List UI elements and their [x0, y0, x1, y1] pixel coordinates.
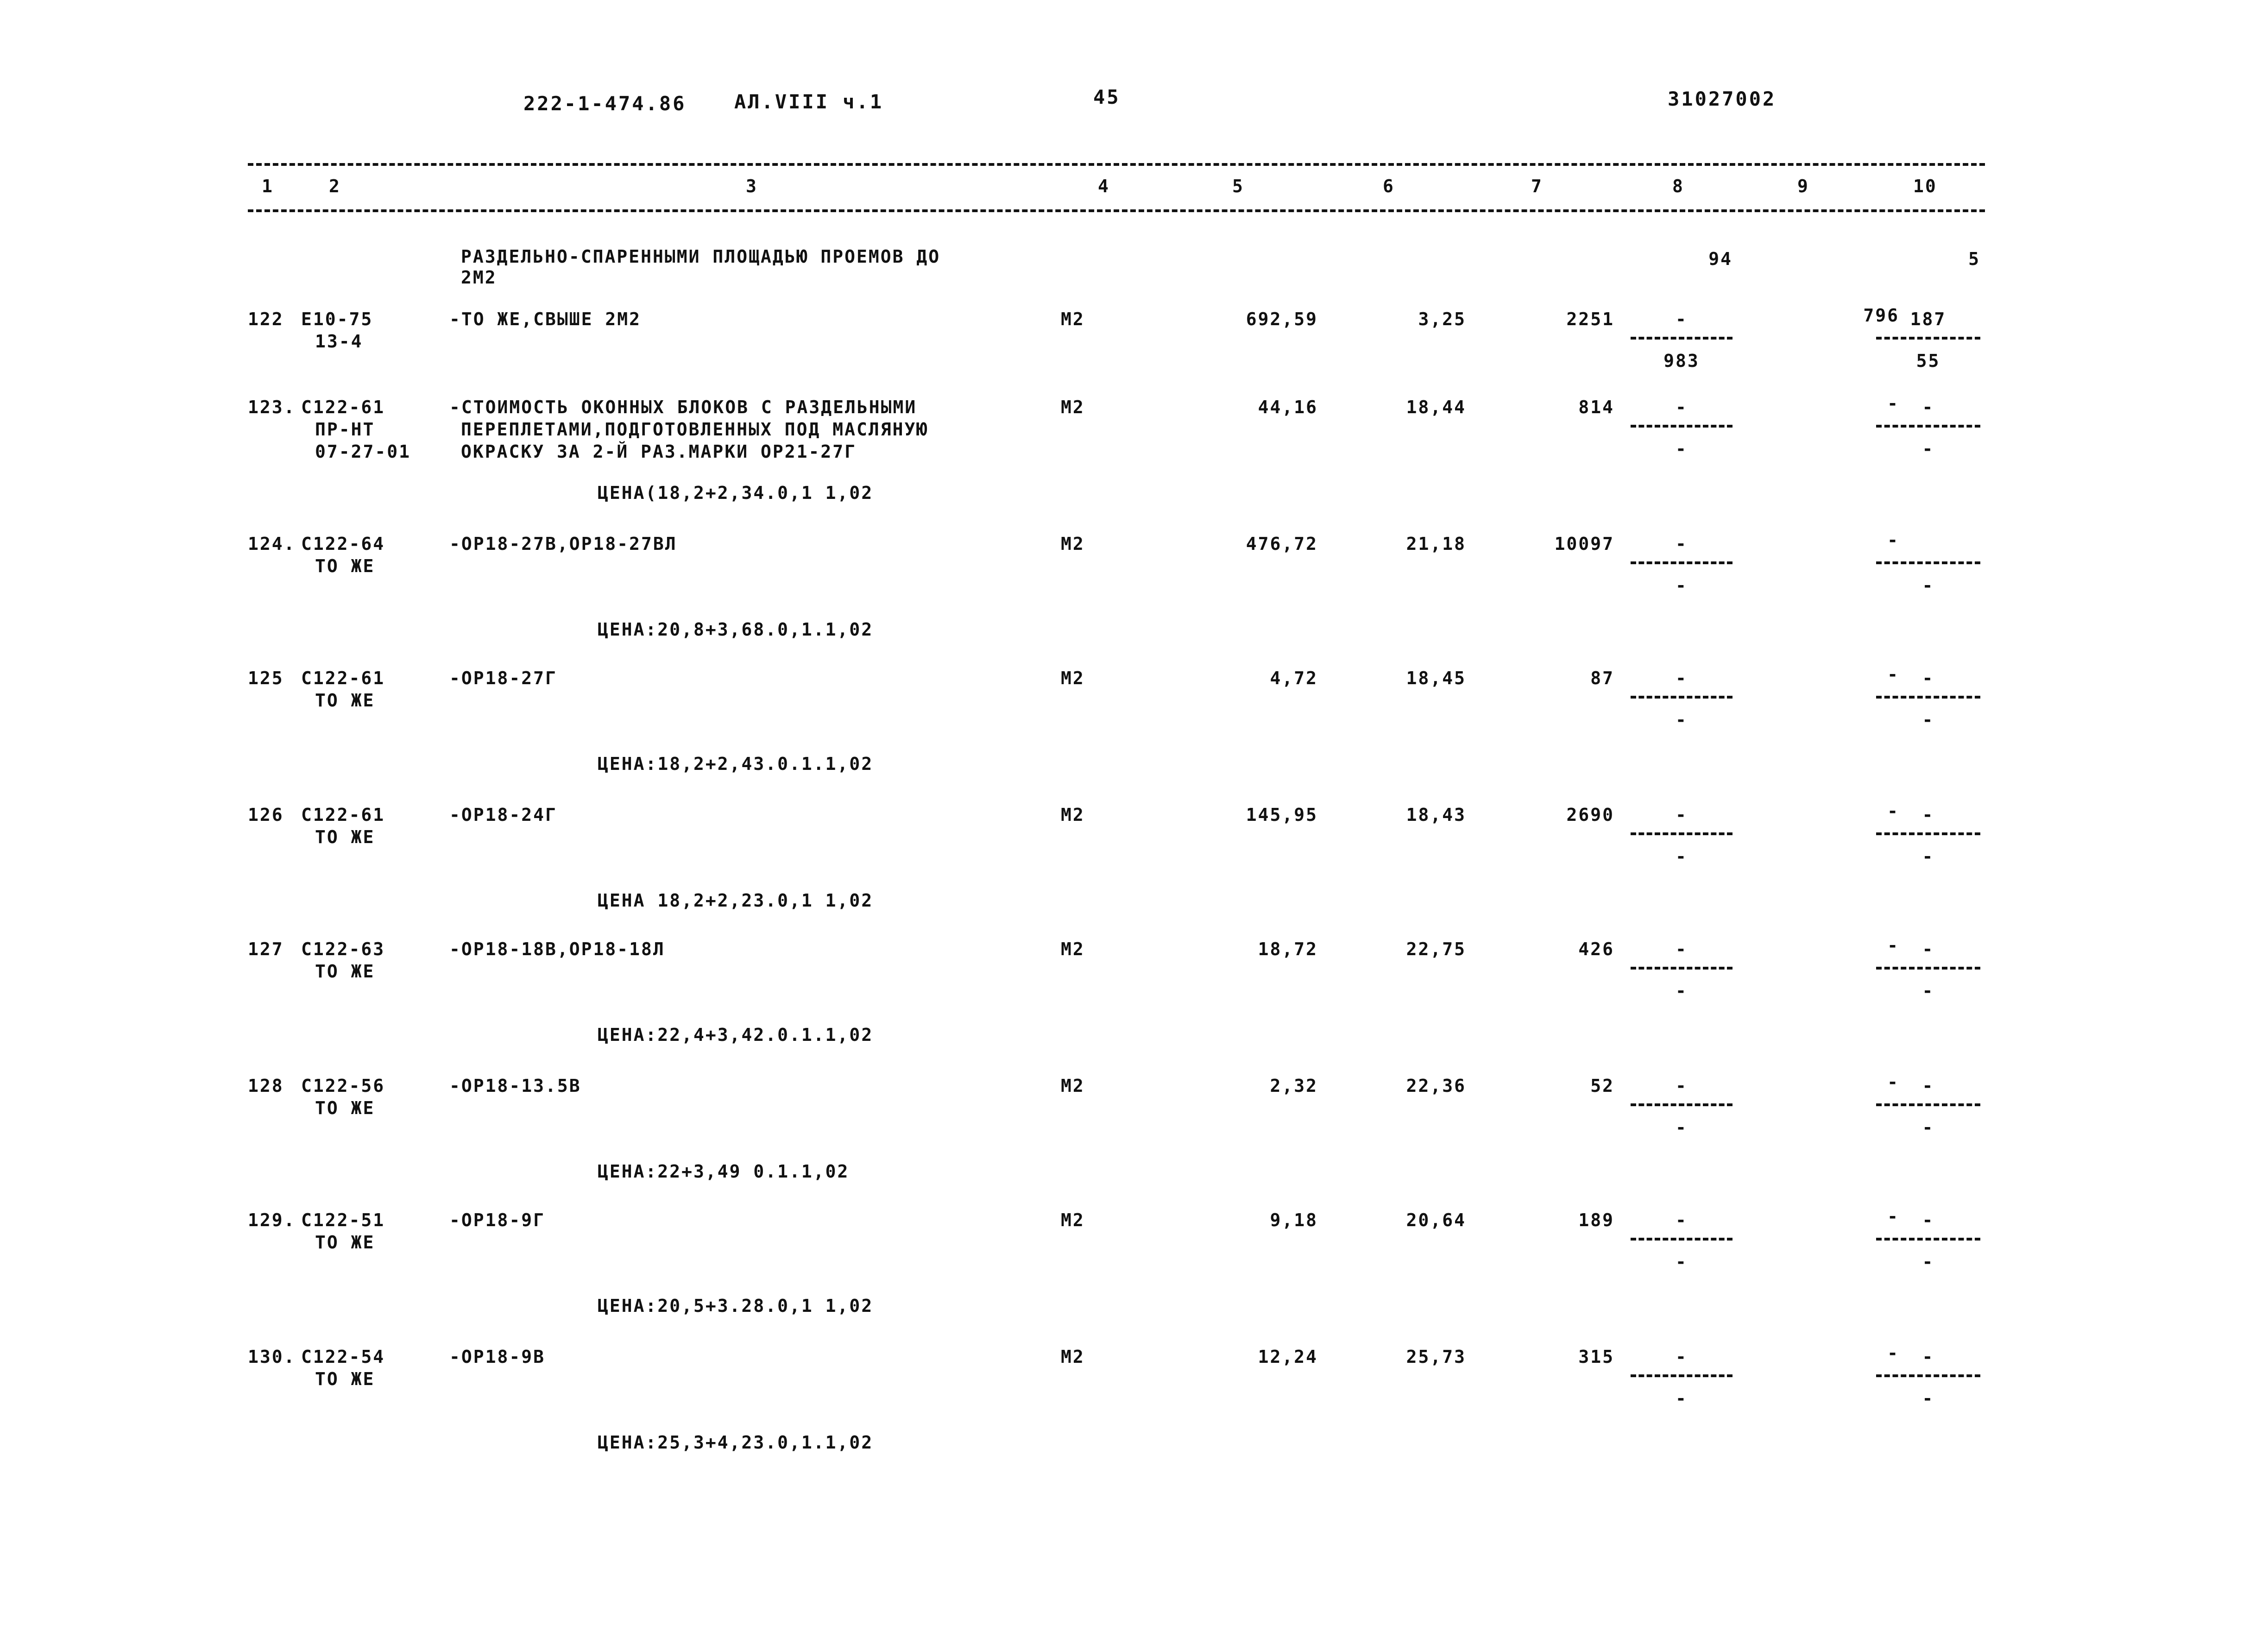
row-col9: - — [1887, 935, 1899, 956]
row-unit-price: 22,36 — [1406, 1076, 1466, 1096]
row-col9: - — [1887, 664, 1899, 685]
row-col8-bottom: - — [1676, 1388, 1688, 1409]
row-total: 315 — [1578, 1347, 1614, 1367]
row-total: 87 — [1590, 668, 1614, 688]
row-unit-price: 25,73 — [1406, 1347, 1466, 1367]
row-col10-bottom: 55 — [1916, 351, 1940, 371]
row-col8-bottom: - — [1676, 1252, 1688, 1272]
row-col8-top: - — [1676, 1210, 1688, 1230]
row-col10-top: - — [1922, 939, 1934, 959]
row-quantity: 12,24 — [1258, 1347, 1318, 1367]
row-col10-fraction-line — [1876, 1238, 1980, 1241]
row-col9: - — [1887, 801, 1899, 821]
row-col10-top: - — [1922, 668, 1934, 688]
row-number: 127 — [248, 939, 284, 959]
col-number-9: 9 — [1797, 176, 1809, 196]
row-unit-price: 18,44 — [1406, 397, 1466, 417]
row-total: 2690 — [1566, 805, 1614, 825]
row-quantity: 476,72 — [1246, 534, 1318, 554]
row-col8-top: - — [1676, 805, 1688, 825]
row-code-line: ПР-НТ — [315, 419, 375, 440]
row-col8-fraction-line — [1631, 1374, 1732, 1377]
row-description-line: -ОР18-18В,ОР18-18Л — [449, 939, 665, 959]
row-col8-top: - — [1676, 668, 1688, 688]
row-number: 123. — [248, 397, 296, 417]
row-number: 128 — [248, 1076, 284, 1096]
row-price-note: ЦЕНА:22,4+3,42.0.1.1,02 — [598, 1025, 874, 1045]
col-number-4: 4 — [1098, 176, 1110, 196]
row-col10-fraction-line — [1876, 561, 1980, 564]
col-number-5: 5 — [1232, 176, 1244, 196]
row-col10-top: - — [1922, 1210, 1934, 1230]
row-col8-bottom: - — [1676, 1117, 1688, 1138]
row-col10-bottom: - — [1922, 1252, 1934, 1272]
row-number: 126 — [248, 805, 284, 825]
row-col8-top: - — [1676, 939, 1688, 959]
row-col8-top: - — [1676, 534, 1688, 554]
row-code-line: ТО ЖЕ — [315, 556, 375, 576]
row-col10-bottom: - — [1922, 981, 1934, 1001]
row-col9: - — [1887, 1206, 1899, 1227]
row-col10-top: 187 — [1910, 309, 1947, 329]
row-col10-fraction-line — [1876, 696, 1980, 699]
row-col9: 796 — [1863, 305, 1899, 326]
col-number-1: 1 — [262, 176, 274, 196]
row-unit: М2 — [1061, 939, 1085, 959]
row-col10-bottom: - — [1922, 846, 1934, 867]
row-code-line: ТО ЖЕ — [315, 961, 375, 982]
row-code-line: С122-63 — [301, 939, 385, 959]
row-total: 426 — [1578, 939, 1614, 959]
row-number: 124. — [248, 534, 296, 554]
row-col9: - — [1887, 530, 1899, 550]
row-unit-price: 22,75 — [1406, 939, 1466, 959]
col-number-3: 3 — [746, 176, 758, 196]
row-unit: М2 — [1061, 1347, 1085, 1367]
row-code-line: 13-4 — [315, 331, 363, 352]
row-col8-bottom: - — [1676, 575, 1688, 596]
row-description-line: -ТО ЖЕ,СВЫШЕ 2М2 — [449, 309, 642, 329]
row-description-line: -ОР18-13.5В — [449, 1076, 581, 1096]
row-col10-top: - — [1922, 1076, 1934, 1096]
row-col8-fraction-line — [1631, 696, 1732, 699]
row-col8-fraction-line — [1631, 425, 1732, 428]
intro-col8: 94 — [1708, 249, 1732, 269]
row-unit: М2 — [1061, 1076, 1085, 1096]
row-number: 125 — [248, 668, 284, 688]
row-col10-fraction-line — [1876, 1103, 1980, 1106]
row-col10-bottom: - — [1922, 1117, 1934, 1138]
row-unit-price: 21,18 — [1406, 534, 1466, 554]
row-unit-price: 3,25 — [1418, 309, 1466, 329]
row-col8-top: - — [1676, 1347, 1688, 1367]
row-total: 2251 — [1566, 309, 1614, 329]
row-description-line: -ОР18-27Г — [449, 668, 557, 688]
col-number-6: 6 — [1383, 176, 1395, 196]
row-col10-fraction-line — [1876, 967, 1980, 970]
row-description-line: ПЕРЕПЛЕТАМИ,ПОДГОТОВЛЕННЫХ ПОД МАСЛЯНУЮ — [461, 419, 929, 440]
row-col8-fraction-line — [1631, 967, 1732, 970]
doc-id: 31027002 — [1668, 88, 1777, 110]
row-number: 129. — [248, 1210, 296, 1230]
row-code-line: Е10-75 — [301, 309, 373, 329]
row-quantity: 18,72 — [1258, 939, 1318, 959]
row-price-note: ЦЕНА(18,2+2,34.0,1 1,02 — [598, 483, 874, 503]
row-code-line: С122-61 — [301, 668, 385, 688]
row-col10-fraction-line — [1876, 1374, 1980, 1377]
intro-col10: 5 — [1968, 249, 1980, 269]
row-col10-bottom: - — [1922, 439, 1934, 459]
row-code-line: С122-51 — [301, 1210, 385, 1230]
row-price-note: ЦЕНА:18,2+2,43.0.1.1,02 — [598, 754, 874, 774]
row-total: 52 — [1590, 1076, 1614, 1096]
col-number-10: 10 — [1913, 176, 1937, 196]
row-price-note: ЦЕНА:22+3,49 0.1.1,02 — [598, 1161, 850, 1182]
row-price-note: ЦЕНА 18,2+2,23.0,1 1,02 — [598, 890, 874, 911]
row-col8-top: - — [1676, 397, 1688, 417]
row-unit: М2 — [1061, 309, 1085, 329]
row-col8-bottom: - — [1676, 981, 1688, 1001]
album-label: АЛ.VIII ч.1 — [734, 90, 884, 113]
row-description-line: -ОР18-24Г — [449, 805, 557, 825]
page-number: 45 — [1093, 86, 1121, 108]
header-top-rule — [248, 163, 1985, 166]
row-col8-top: - — [1676, 309, 1688, 329]
row-code-line: ТО ЖЕ — [315, 827, 375, 847]
row-col10-bottom: - — [1922, 710, 1934, 730]
row-number: 130. — [248, 1347, 296, 1367]
row-col10-bottom: - — [1922, 1388, 1934, 1409]
doc-code: 222-1-474.86 — [523, 92, 687, 115]
row-col8-bottom: 983 — [1663, 351, 1700, 371]
row-col8-fraction-line — [1631, 1238, 1732, 1241]
col-number-7: 7 — [1531, 176, 1543, 196]
row-unit-price: 18,45 — [1406, 668, 1466, 688]
row-col10-fraction-line — [1876, 425, 1980, 428]
row-col10-bottom: - — [1922, 575, 1934, 596]
col-number-8: 8 — [1672, 176, 1684, 196]
row-unit-price: 18,43 — [1406, 805, 1466, 825]
row-total: 814 — [1578, 397, 1614, 417]
row-col8-fraction-line — [1631, 561, 1732, 564]
row-price-note: ЦЕНА:25,3+4,23.0,1.1,02 — [598, 1432, 874, 1453]
row-description-line: ОКРАСКУ ЗА 2-Й РАЗ.МАРКИ ОР21-27Г — [461, 441, 857, 462]
row-col10-top: - — [1922, 1347, 1934, 1367]
row-unit: М2 — [1061, 668, 1085, 688]
row-description-line: -ОР18-27В,ОР18-27ВЛ — [449, 534, 677, 554]
row-quantity: 145,95 — [1246, 805, 1318, 825]
row-total: 189 — [1578, 1210, 1614, 1230]
row-col10-fraction-line — [1876, 832, 1980, 835]
row-code-line: С122-61 — [301, 397, 385, 417]
row-code-line: ТО ЖЕ — [315, 1232, 375, 1253]
row-description-line: -СТОИМОСТЬ ОКОННЫХ БЛОКОВ С РАЗДЕЛЬНЫМИ — [449, 397, 917, 417]
row-price-note: ЦЕНА:20,8+3,68.0,1.1,02 — [598, 619, 874, 640]
row-col10-top: - — [1922, 397, 1934, 417]
row-code-line: ТО ЖЕ — [315, 1369, 375, 1389]
row-col8-fraction-line — [1631, 832, 1732, 835]
row-code-line: 07-27-01 — [315, 441, 411, 462]
row-unit: М2 — [1061, 397, 1085, 417]
row-code-line: С122-61 — [301, 805, 385, 825]
row-col8-fraction-line — [1631, 1103, 1732, 1106]
row-description-line: -ОР18-9В — [449, 1347, 546, 1367]
row-col8-fraction-line — [1631, 337, 1732, 340]
row-code-line: С122-54 — [301, 1347, 385, 1367]
row-col8-bottom: - — [1676, 846, 1688, 867]
row-price-note: ЦЕНА:20,5+3.28.0,1 1,02 — [598, 1296, 874, 1316]
row-quantity: 692,59 — [1246, 309, 1318, 329]
row-code-line: С122-56 — [301, 1076, 385, 1096]
row-quantity: 2,32 — [1270, 1076, 1318, 1096]
row-unit: М2 — [1061, 1210, 1085, 1230]
row-col9: - — [1887, 1343, 1899, 1363]
intro-line-2: 2М2 — [461, 267, 497, 288]
row-col10-fraction-line — [1876, 337, 1980, 340]
intro-line-1: РАЗДЕЛЬНО-СПАРЕННЫМИ ПЛОЩАДЬЮ ПРОЕМОВ ДО — [461, 246, 941, 267]
row-col8-top: - — [1676, 1076, 1688, 1096]
row-col8-bottom: - — [1676, 439, 1688, 459]
row-number: 122 — [248, 309, 284, 329]
row-code-line: С122-64 — [301, 534, 385, 554]
row-col10-top: - — [1922, 805, 1934, 825]
row-col9: - — [1887, 1072, 1899, 1092]
row-unit: М2 — [1061, 534, 1085, 554]
row-description-line: -ОР18-9Г — [449, 1210, 546, 1230]
header-bottom-rule — [248, 209, 1985, 212]
col-number-2: 2 — [329, 176, 341, 196]
row-col8-bottom: - — [1676, 710, 1688, 730]
row-quantity: 9,18 — [1270, 1210, 1318, 1230]
row-unit-price: 20,64 — [1406, 1210, 1466, 1230]
row-code-line: ТО ЖЕ — [315, 1098, 375, 1118]
row-unit: М2 — [1061, 805, 1085, 825]
row-col9: - — [1887, 393, 1899, 414]
row-code-line: ТО ЖЕ — [315, 690, 375, 711]
row-quantity: 4,72 — [1270, 668, 1318, 688]
row-quantity: 44,16 — [1258, 397, 1318, 417]
row-total: 10097 — [1554, 534, 1614, 554]
